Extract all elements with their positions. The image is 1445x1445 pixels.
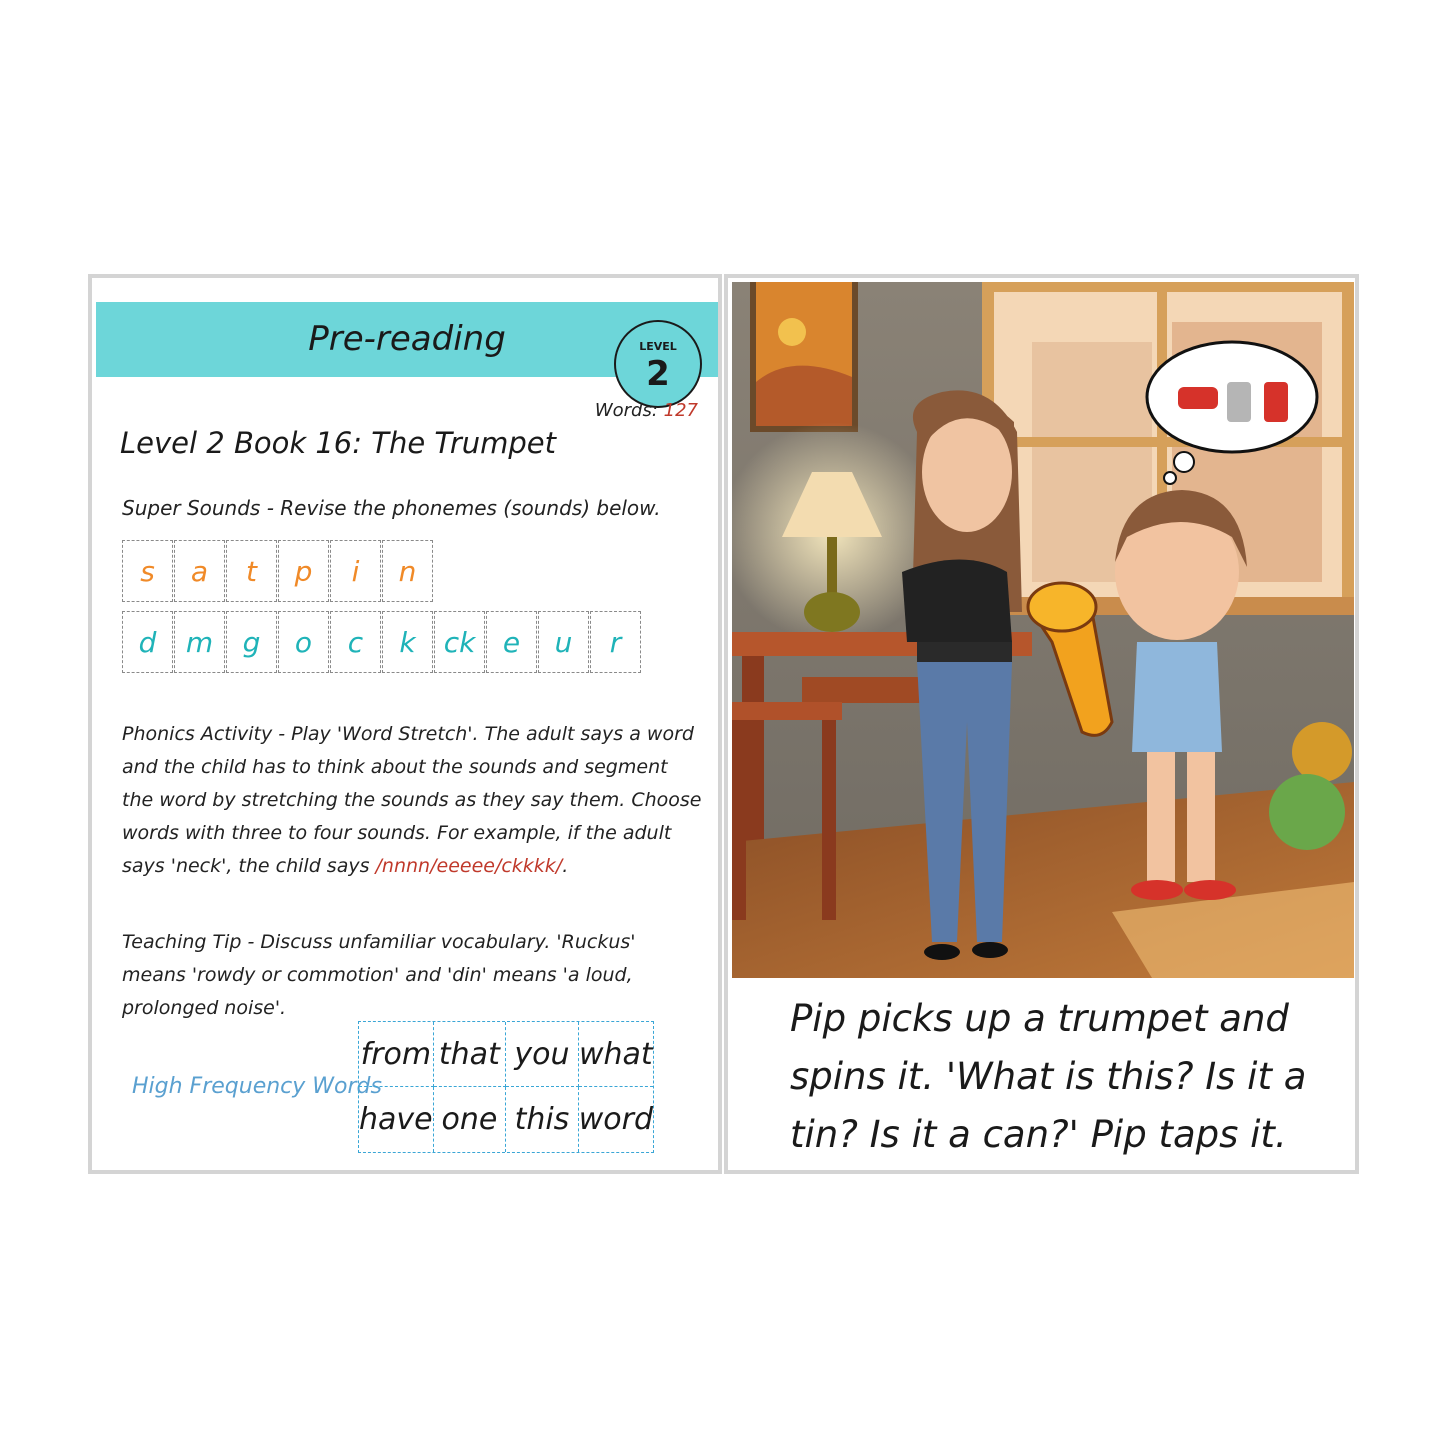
sound-cell: ck	[434, 611, 485, 673]
high-frequency-words-label: High Frequency Words	[132, 1074, 382, 1099]
level-number: 2	[646, 354, 670, 394]
sounds-row-1	[122, 540, 434, 602]
sound-cell: o	[278, 611, 329, 673]
sound-cell: k	[382, 611, 433, 673]
sound-cell: c	[330, 611, 381, 673]
sound-cell: n	[382, 540, 433, 602]
sound-cell: g	[226, 611, 277, 673]
super-sounds-instruction: Super Sounds - Revise the phonemes (sounds) below.	[122, 496, 661, 520]
word-count-label: Words:	[594, 400, 658, 421]
sound-cell: p	[278, 540, 329, 602]
sound-cell: m	[174, 611, 225, 673]
story-illustration-image	[732, 282, 1354, 978]
level-badge	[614, 320, 702, 408]
sound-cell: r	[590, 611, 641, 673]
pre-reading-banner	[96, 302, 718, 394]
hfw-word: from	[359, 1022, 434, 1087]
high-frequency-words-grid	[358, 1021, 654, 1153]
sounds-row-2	[122, 611, 642, 673]
hfw-word: word	[578, 1102, 653, 1137]
sound-cell: i	[330, 540, 381, 602]
sound-cell: d	[122, 611, 173, 673]
phonics-activity: Phonics Activity - Play 'Word Stretch'. The adult says a word and the child has to think about the sounds and segment the word by stretching the sounds as they say them. Choose words with three to four sounds. For example, if the adult says 'neck', the child says /nnnn/eeeee/ckkkk/.	[122, 723, 702, 877]
hfw-word: have	[359, 1087, 434, 1152]
sound-cell: a	[174, 540, 225, 602]
phonics-text: Phonics Activity - Play 'Word Stretch'. The adult says a word and the child has to think about the sounds and segment the word by stretching the sounds as they say them. Choose words with three to four sounds. For example, if the adult says 'neck', the child says	[122, 723, 702, 877]
hfw-word: you	[506, 1022, 579, 1087]
sound-cell: u	[538, 611, 589, 673]
hfw-word: what	[579, 1022, 653, 1087]
word-count	[595, 400, 698, 421]
banner-title: Pre-reading	[308, 319, 506, 359]
book-title: Level 2 Book 16: The Trumpet	[120, 426, 557, 460]
right-page	[724, 274, 1359, 1174]
teaching-tip: Teaching Tip - Discuss unfamiliar vocabulary. 'Ruckus' means 'rowdy or commotion' and 'din' means 'a loud, prolonged noise'.	[122, 931, 636, 1019]
sound-cell: s	[122, 540, 173, 602]
story-illustration	[732, 282, 1354, 978]
left-page	[88, 274, 722, 1174]
hfw-word: one	[434, 1087, 507, 1152]
sound-cell: e	[486, 611, 537, 673]
hfw-word: that	[434, 1022, 507, 1087]
phonics-example: /nnnn/eeeee/ckkkk/	[375, 855, 563, 877]
sound-cell: t	[226, 540, 277, 602]
word-count-value: 127	[663, 400, 698, 421]
level-label: LEVEL	[639, 340, 677, 353]
story-text: Pip picks up a trumpet and spins it. 'What is this? Is it a tin? Is it a can?' Pip taps it.	[790, 997, 1307, 1156]
hfw-word: this	[506, 1087, 579, 1152]
